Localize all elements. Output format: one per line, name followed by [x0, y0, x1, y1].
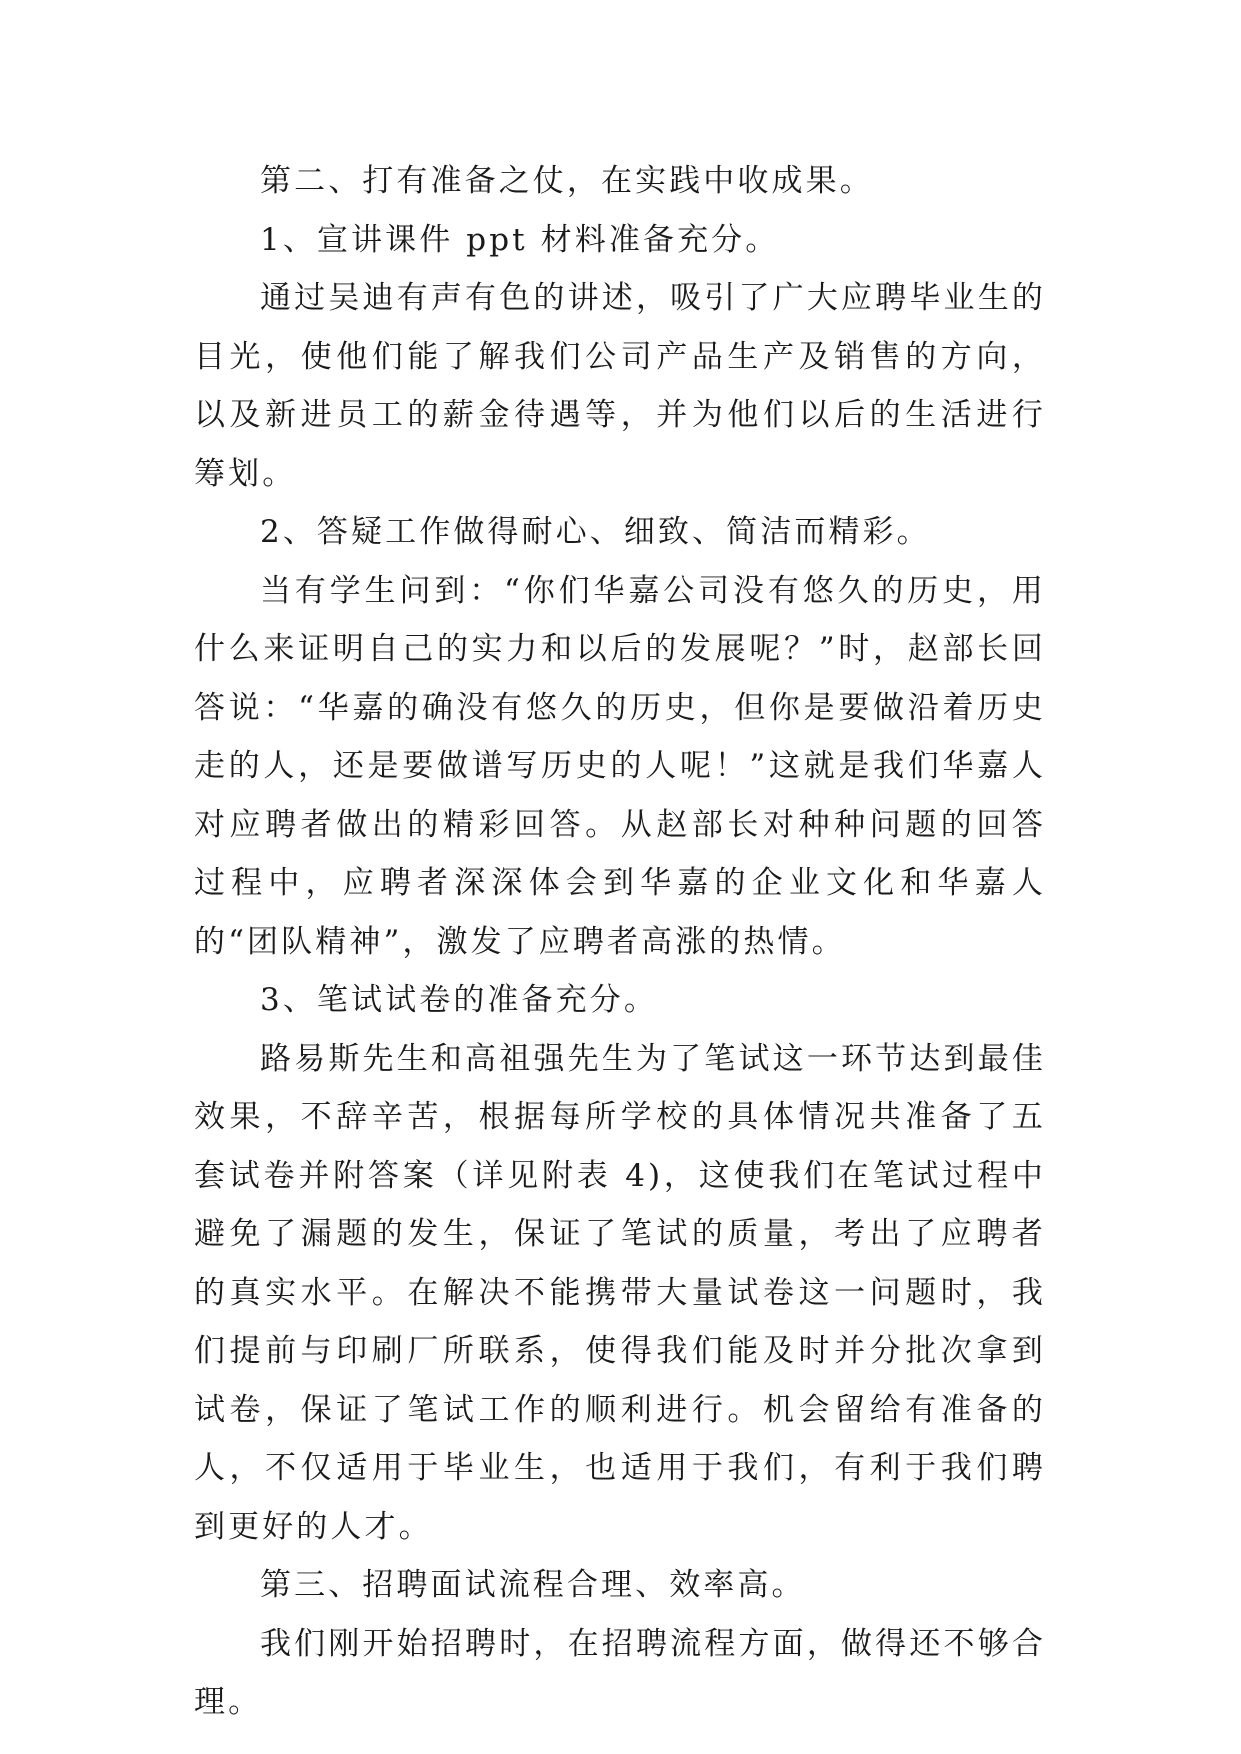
- subheading-2: 2、答疑工作做得耐心、细致、简洁而精彩。: [260, 514, 931, 550]
- body-paragraph-1: 通过吴迪有声有色的讲述，吸引了广大应聘毕业生的目光，使他们能了解我们公司产品生产及销售的方向，以及新进员工的薪金待遇等，并为他们以后的生活进行筹划。: [194, 280, 1046, 492]
- section-heading-2: 第二、打有准备之仗，在实践中收成果。: [260, 163, 874, 199]
- body-paragraph-3: 路易斯先生和高祖强先生为了笔试这一环节达到最佳效果，不辞辛苦，根据每所学校的具体情况共准备了五套试卷并附答案（详见附表 4)，这使我们在笔试过程中避免了漏题的发生，保证了笔试的质量，考出了应聘者的真实水平。在解决不能携带大量试卷这一问题时，我们提前与印刷厂所联系，使得我们能及时并分批次拿到试卷，保证了笔试工作的顺利进行。机会留给有准备的人，不仅适用于毕业生，也适用于我们，有利于我们聘到更好的人才。: [194, 1040, 1046, 1545]
- section-heading-3: 第三、招聘面试流程合理、效率高。: [260, 1567, 806, 1603]
- body-paragraph-2: 当有学生问到：“你们华嘉公司没有悠久的历史，用什么来证明自己的实力和以后的发展呢？”时，赵部长回答说：“华嘉的确没有悠久的历史，但你是要做沿着历史走的人，还是要做谱写历史的人呢！”这就是我们华嘉人对应聘者做出的精彩回答。从赵部长对种种问题的回答过程中，应聘者深深体会到华嘉的企业文化和华嘉人的“团队精神”，激发了应聘者高涨的热情。: [194, 572, 1046, 960]
- document-body: [194, 152, 1046, 1732]
- body-paragraph-4: 我们刚开始招聘时，在招聘流程方面，做得还不够合理。: [194, 1625, 1046, 1720]
- subheading-3: 3、笔试试卷的准备充分。: [260, 982, 658, 1018]
- subheading-1: 1、宣讲课件 ppt 材料准备充分。: [260, 221, 780, 258]
